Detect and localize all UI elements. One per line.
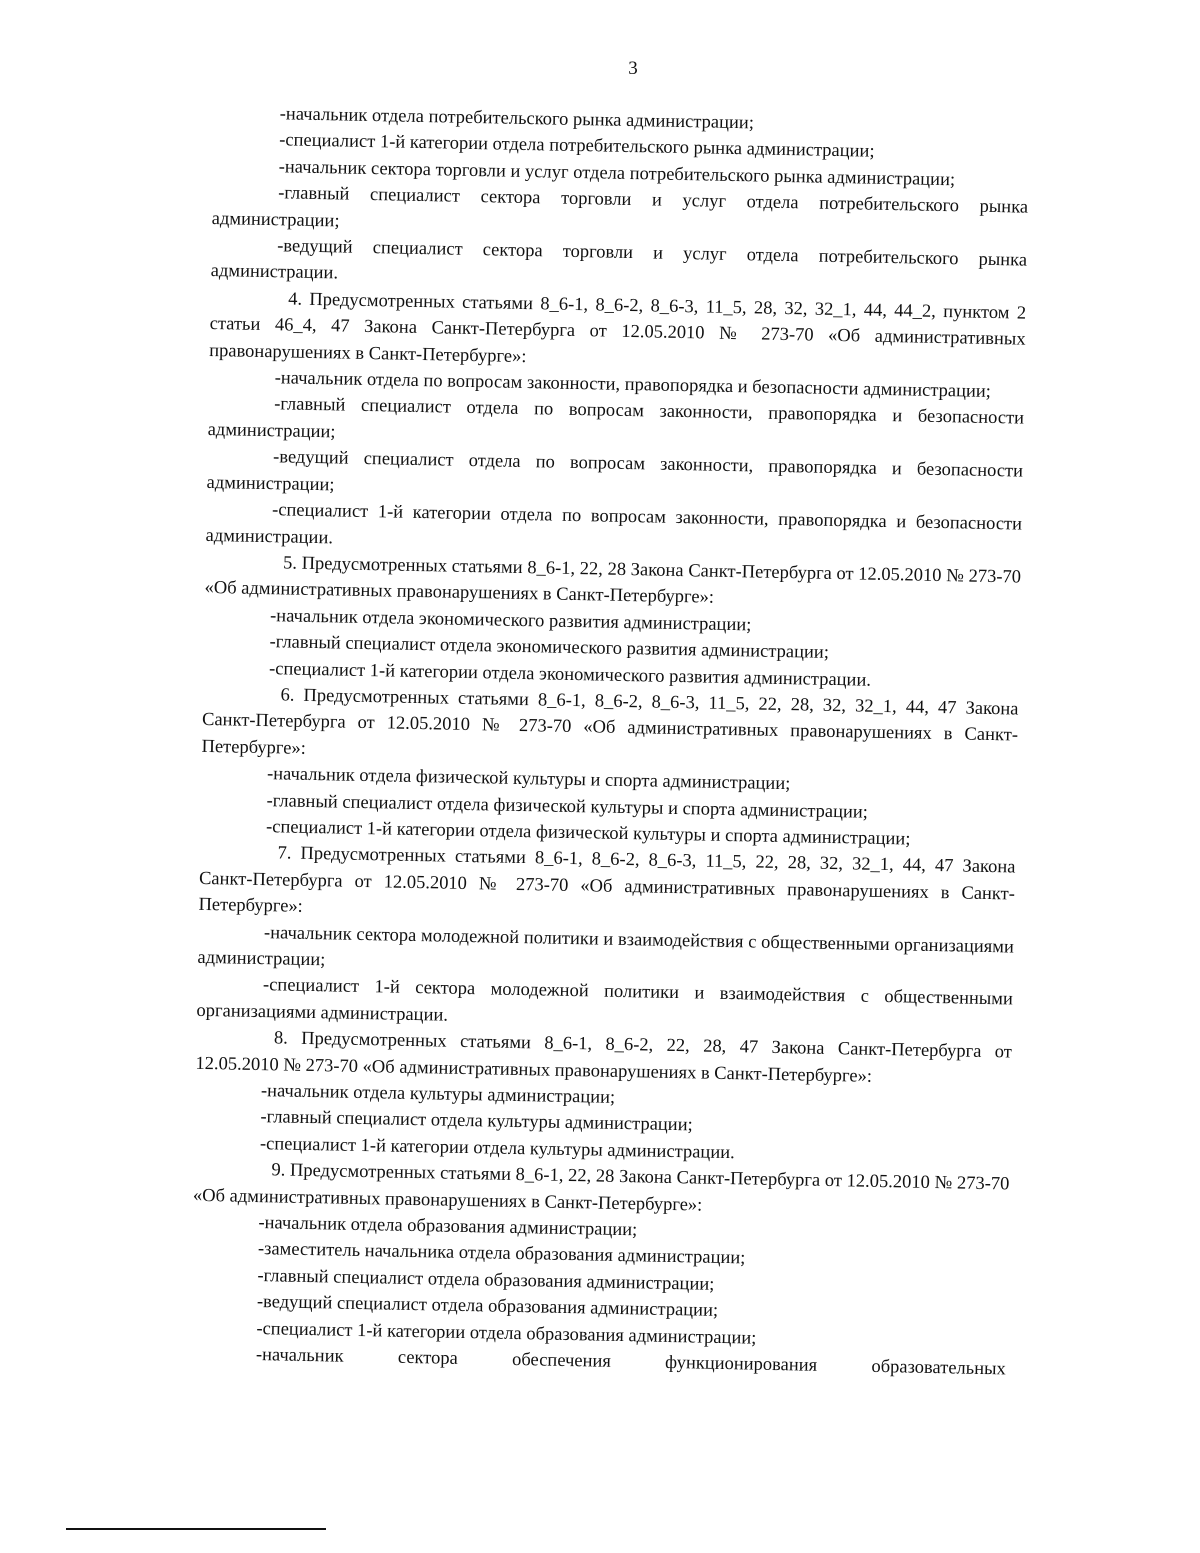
list-item: -специалист 1-й сектора молодежной политики и взаимодействия с общественными организациями администрации. bbox=[196, 975, 1014, 1026]
list-item: -специалист 1-й категории отдела культуры администрации. bbox=[259, 1133, 735, 1164]
list-item: -ведущий специалист отдела образования администрации; bbox=[256, 1292, 719, 1322]
paragraph: 5. Предусмотренных статьями 8_6-1, 22, 28 Закона Санкт-Петербурга от 12.05.2010 № 273-70 «Об административных правонарушениях в Санкт-Петербурге»: bbox=[204, 553, 1022, 609]
page-number: 3 bbox=[628, 58, 638, 79]
list-item: -специалист 1-й категории отдела экономического развития администрации. bbox=[268, 658, 872, 691]
list-item: -начальник отдела физической культуры и спорта администрации; bbox=[266, 764, 791, 795]
list-item: -начальник отдела культуры администрации; bbox=[260, 1081, 616, 1108]
paragraph: 4. Предусмотренных статьями 8_6-1, 8_6-2, 8_6-3, 11_5, 28, 32, 32_1, 44, 44_2, пунктом 2 статьи 46_4, 47 Закона Санкт-Петербурга от 12.05.2010 № 273-70 «Об административных правонарушениях в Санкт-Петербурге»: bbox=[208, 289, 1027, 367]
document-body bbox=[190, 100, 1030, 1383]
list-item: -специалист 1-й категории отдела образования администрации; bbox=[256, 1318, 757, 1349]
list-item: -главный специалист отдела экономического развития администрации; bbox=[269, 632, 830, 664]
list-item: -начальник отдела экономического развития администрации; bbox=[269, 605, 752, 636]
list-item: -специалист 1-й категории отдела физической культуры и спорта администрации; bbox=[265, 817, 911, 850]
paragraph: 8. Предусмотренных статьями 8_6-1, 8_6-2, 22, 28, 47 Закона Санкт-Петербурга от 12.05.2010 № 273-70 «Об административных правонарушениях в Санкт-Петербурге»: bbox=[195, 1028, 1013, 1087]
list-item: -специалист 1-й категории отдела по вопросам законности, правопорядка и безопасности администрации. bbox=[205, 500, 1023, 548]
list-item: -ведущий специалист сектора торговли и услуг отдела потребительского рынка администрации. bbox=[210, 236, 1028, 284]
list-item: -главный специалист отдела образования администрации; bbox=[257, 1265, 715, 1295]
list-item: -главный специалист отдела культуры администрации; bbox=[260, 1107, 693, 1136]
list-item: -начальник сектора молодежной политики и взаимодействия с общественными организациями администрации; bbox=[197, 922, 1015, 971]
list-item: -специалист 1-й категории отдела потребительского рынка администрации; bbox=[279, 130, 875, 163]
list-item: -главный специалист сектора торговли и услуг отдела потребительского рынка администрации; bbox=[211, 183, 1029, 232]
list-item: -заместитель начальника отдела образования администрации; bbox=[257, 1239, 746, 1269]
list-item: -ведущий специалист отдела по вопросам законности, правопорядка и безопасности администрации; bbox=[206, 447, 1024, 496]
paragraph: 9. Предусмотренных статьями 8_6-1, 22, 28 Закона Санкт-Петербурга от 12.05.2010 № 273-70 «Об административных правонарушениях в Санкт-Петербурге»: bbox=[192, 1160, 1010, 1216]
list-item: -начальник сектора обеспечения функционирования образовательных bbox=[255, 1345, 1006, 1380]
list-item: -начальник сектора торговли и услуг отдела потребительского рынка администрации; bbox=[278, 157, 956, 191]
paragraph: 6. Предусмотренных статьями 8_6-1, 8_6-2, 8_6-3, 11_5, 22, 28, 32, 32_1, 44, 47 Закона Санкт-Петербурга от 12.05.2010 № 273-70 «Об административных правонарушениях в Санкт-Петербурге»: bbox=[201, 685, 1019, 759]
list-item: -начальник отдела по вопросам законности, правопорядка и безопасности администрации; bbox=[274, 368, 992, 403]
footnote-separator bbox=[66, 1528, 326, 1530]
list-item: -главный специалист отдела физической культуры и спорта администрации; bbox=[266, 790, 869, 823]
list-item: -главный специалист отдела по вопросам законности, правопорядка и безопасности администрации; bbox=[207, 394, 1025, 443]
list-item: -начальник отдела потребительского рынка администрации; bbox=[279, 104, 755, 134]
list-item: -начальник отдела образования администрации; bbox=[258, 1213, 638, 1241]
paragraph: 7. Предусмотренных статьями 8_6-1, 8_6-2, 8_6-3, 11_5, 22, 28, 32, 32_1, 44, 47 Закона Санкт-Петербурга от 12.05.2010 № 273-70 «Об административных правонарушениях в Санкт-Петербурге»: bbox=[198, 843, 1016, 918]
